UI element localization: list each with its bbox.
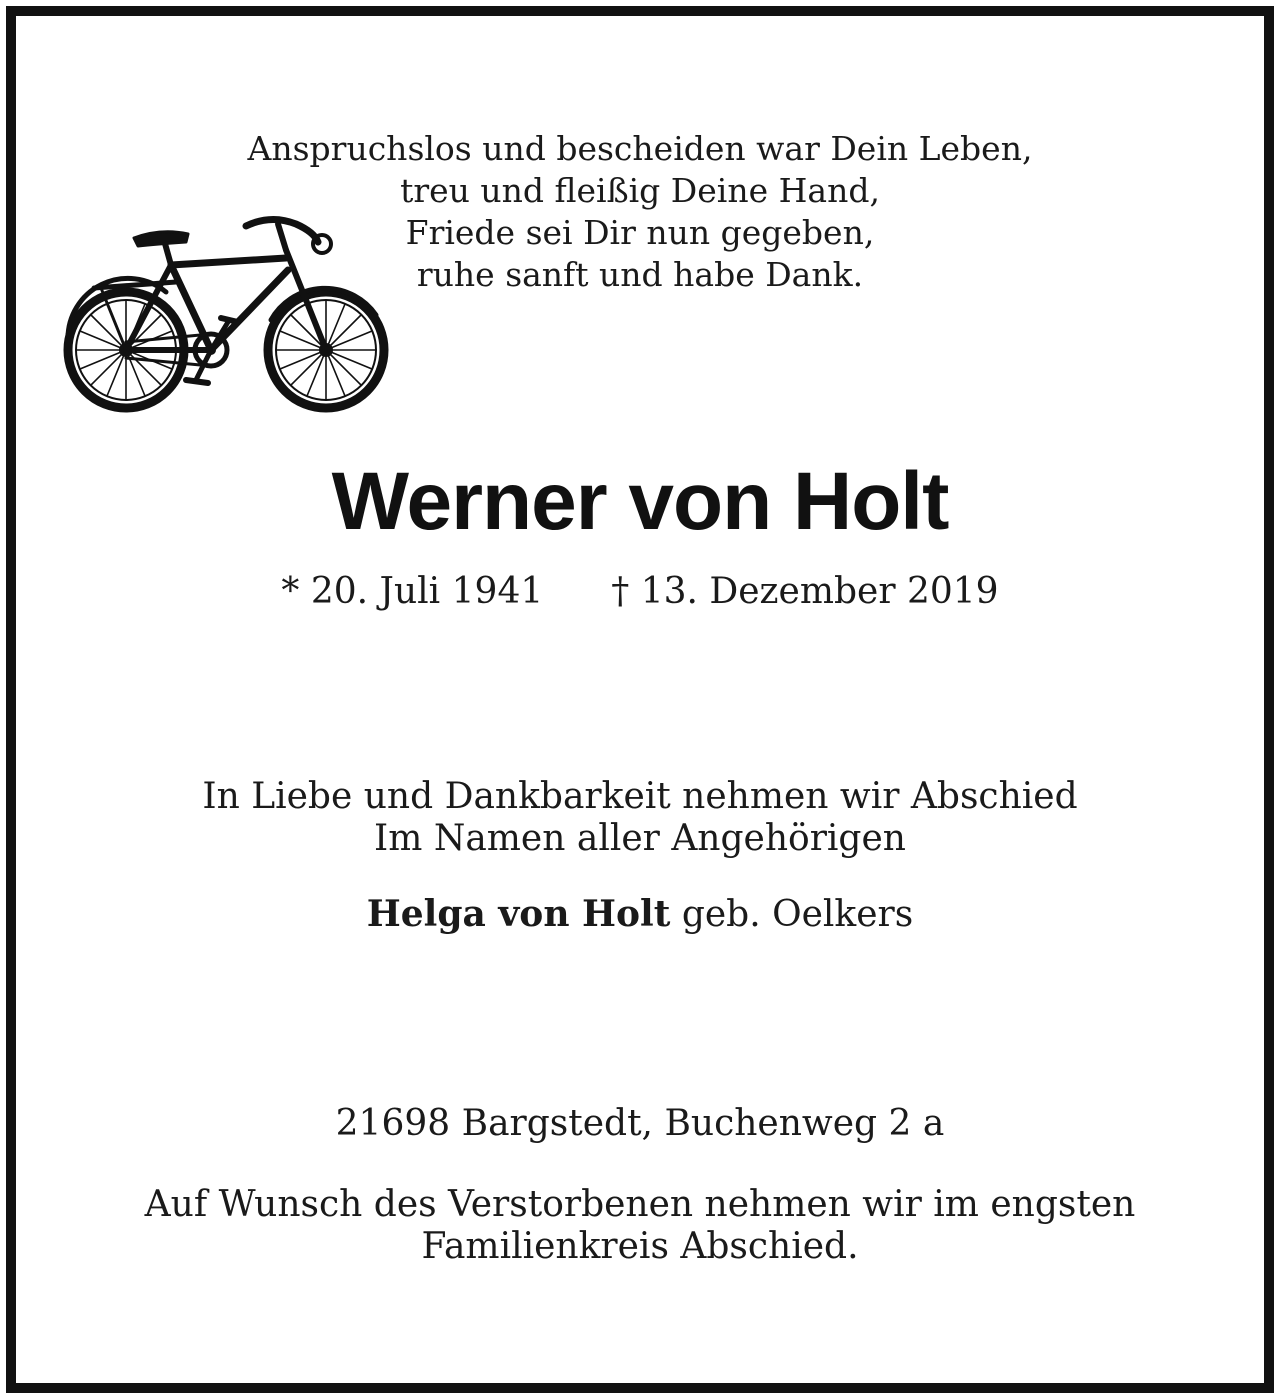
- funeral-notice: [0, 1184, 1280, 1268]
- poem-line-3: Friede sei Dir nun gegeben,: [405, 213, 875, 252]
- notice-line-1: Auf Wunsch des Verstorbenen nehmen wir im engsten: [144, 1184, 1136, 1225]
- life-dates: [0, 568, 1280, 616]
- mourner-maiden-name: geb. Oelkers: [681, 894, 914, 935]
- death-date: † 13. Dezember 2019: [611, 571, 999, 612]
- poem-line-2: treu und fleißig Deine Hand,: [400, 171, 880, 210]
- poem-line-1: Anspruchslos und bescheiden war Dein Leben,: [247, 129, 1033, 168]
- notice-line-2: Familienkreis Abschied.: [421, 1226, 859, 1267]
- mourner-signature: [0, 890, 1280, 939]
- bicycle-icon: [56, 210, 396, 425]
- birth-date: * 20. Juli 1941: [281, 571, 544, 612]
- farewell-line-1: In Liebe und Dankbarkeit nehmen wir Abschied: [202, 776, 1078, 817]
- poem-line-4: ruhe sanft und habe Dank.: [416, 255, 864, 294]
- farewell-text: [0, 776, 1280, 860]
- address: 21698 Bargstedt, Buchenweg 2 a: [335, 1103, 945, 1144]
- mourner-name: Helga von Holt: [366, 893, 671, 935]
- farewell-line-2: Im Namen aller Angehörigen: [374, 818, 906, 859]
- deceased-name: Werner von Holt: [331, 456, 949, 547]
